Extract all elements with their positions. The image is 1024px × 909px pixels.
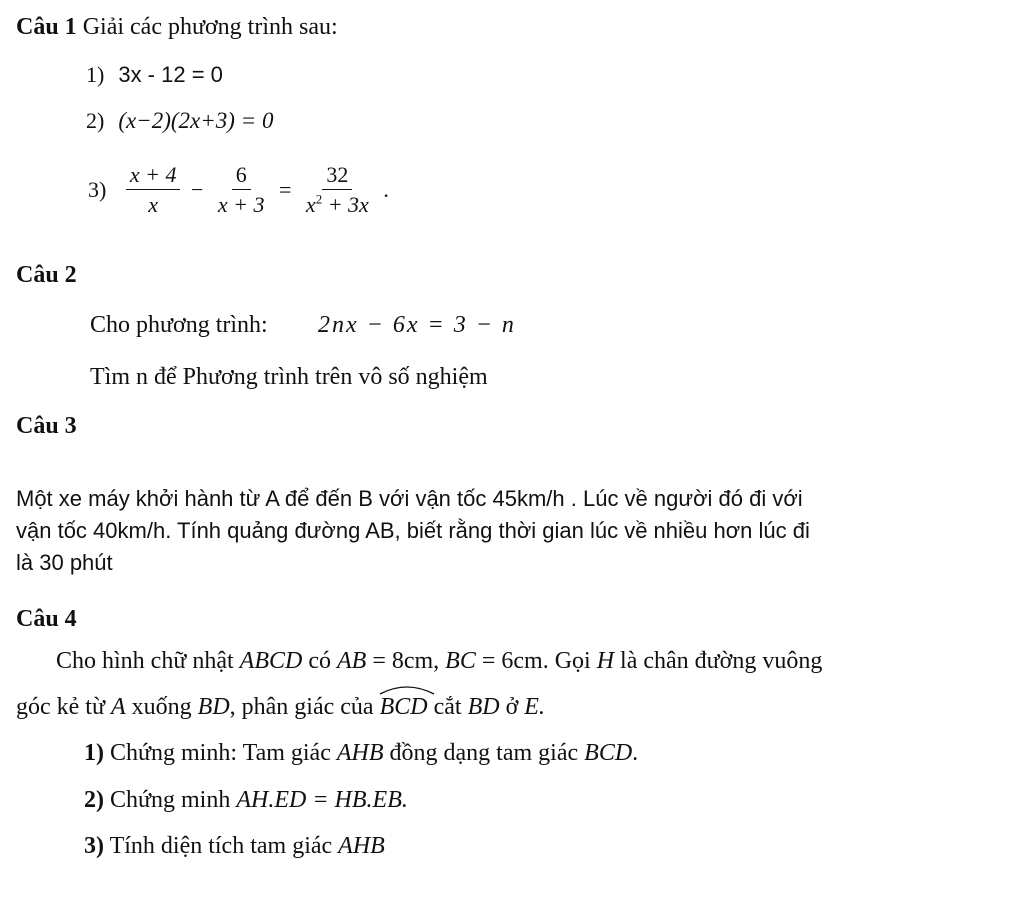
q4-sub-1: [84, 740, 638, 767]
fraction-1-numerator: x + 4: [126, 162, 181, 190]
question-2-heading: Câu 2: [16, 262, 77, 288]
q4-abcd: ABCD: [239, 648, 303, 674]
q4-sub-3-ahb: AHB: [338, 833, 385, 859]
q4-sub-1-end: .: [632, 740, 639, 766]
fraction-3: [302, 162, 373, 218]
angle-arc-icon: [378, 682, 436, 696]
fraction-1: [126, 162, 181, 218]
angle-bcd-label: BCD: [379, 694, 428, 720]
q3-line-3: là 30 phút: [16, 550, 113, 575]
q4-line1-part-b: có: [302, 648, 337, 674]
q2-equation: 2nx − 6x = 3 − n: [318, 312, 516, 338]
q4-line1-part-e: là chân đường vuông: [614, 648, 823, 674]
equals-sign: =: [279, 176, 292, 202]
q4-sub-2: [84, 787, 408, 814]
q4-line2-part-d: cắt: [427, 694, 468, 720]
q1-item-2: [86, 108, 273, 134]
question-1-title: Giải các phương trình sau:: [82, 14, 338, 40]
q4-sub-1-text-2: đồng dạng tam giác: [383, 740, 585, 766]
q4-line2-part-a: góc kẻ từ: [16, 694, 111, 720]
q4-line2-part-e: ở: [499, 694, 525, 720]
q4-line2-part-b: xuống: [125, 694, 198, 720]
fraction-3-numerator: 32: [322, 162, 352, 190]
angle-bcd: [380, 694, 428, 721]
q4-line1-part-d: = 6cm. Gọi: [475, 648, 597, 674]
q4-line1-part-c: = 8cm,: [366, 648, 446, 674]
q4-e: E.: [524, 694, 545, 720]
q4-line-1: [56, 648, 822, 675]
fraction-2-denominator: x + 3: [217, 192, 265, 218]
q4-line2-part-c: , phân giác của: [229, 694, 380, 720]
fraction-1-denominator: x: [148, 192, 159, 218]
q4-bc: BC: [445, 648, 476, 674]
q4-h: H: [596, 648, 615, 674]
question-1-title-line: [16, 14, 338, 41]
q4-sub-1-text: Chứng minh: Tam giác: [104, 740, 337, 766]
den3-rest: + 3x: [322, 192, 369, 218]
q1-item-1-label: 1): [86, 62, 105, 87]
fraction-2-numerator: 6: [232, 162, 251, 190]
fraction-2: [214, 162, 269, 218]
q4-sub-1-ahb: AHB: [336, 740, 384, 766]
q1-item-3: [86, 162, 391, 218]
q4-sub-2-formula: AH.ED = HB.EB.: [236, 787, 408, 813]
minus-sign: −: [190, 176, 204, 202]
q1-item-1: [86, 62, 223, 88]
q4-sub-1-num: 1): [84, 740, 104, 766]
q4-sub-2-num: 2): [84, 787, 104, 813]
den3-exponent: 2: [315, 191, 323, 207]
q4-sub-3-num: 3): [84, 833, 104, 859]
q1-item-3-label: 3): [88, 176, 107, 202]
q4-line1-part-a: Cho hình chữ nhật: [56, 648, 240, 674]
q1-item-2-label: 2): [86, 108, 105, 133]
q4-sub-2-text: Chứng minh: [104, 787, 237, 813]
q2-task: Tìm n để Phương trình trên vô số nghiệm: [90, 364, 488, 390]
q1-item-1-equation: 3x - 12 = 0: [118, 62, 223, 87]
fraction-3-denominator: [302, 190, 373, 217]
q1-item-2-equation: (x−2)(2x+3) = 0: [118, 108, 274, 133]
den3-x: x: [305, 192, 316, 218]
q4-line-2: [16, 694, 545, 721]
q4-bd-2: BD: [467, 694, 500, 720]
q4-sub-3: [84, 833, 385, 860]
q4-a: A: [110, 694, 126, 720]
q2-intro: Cho phương trình:: [90, 312, 268, 338]
q4-bd: BD: [197, 694, 230, 720]
q3-line-2: vận tốc 40km/h. Tính quảng đường AB, biết rằng thời gian lúc về nhiều hơn lúc đi: [16, 518, 810, 543]
question-4-heading: Câu 4: [16, 606, 77, 632]
question-3-heading: Câu 3: [16, 413, 77, 439]
q4-sub-3-text: Tính diện tích tam giác: [104, 833, 339, 859]
question-1-heading: Câu 1: [16, 14, 77, 40]
period: .: [383, 176, 389, 202]
q4-sub-1-bcd: BCD: [584, 740, 633, 766]
q4-ab: AB: [336, 648, 367, 674]
q3-line-1: Một xe máy khởi hành từ A để đến B với vận tốc 45km/h . Lúc về người đó đi với: [16, 486, 803, 511]
